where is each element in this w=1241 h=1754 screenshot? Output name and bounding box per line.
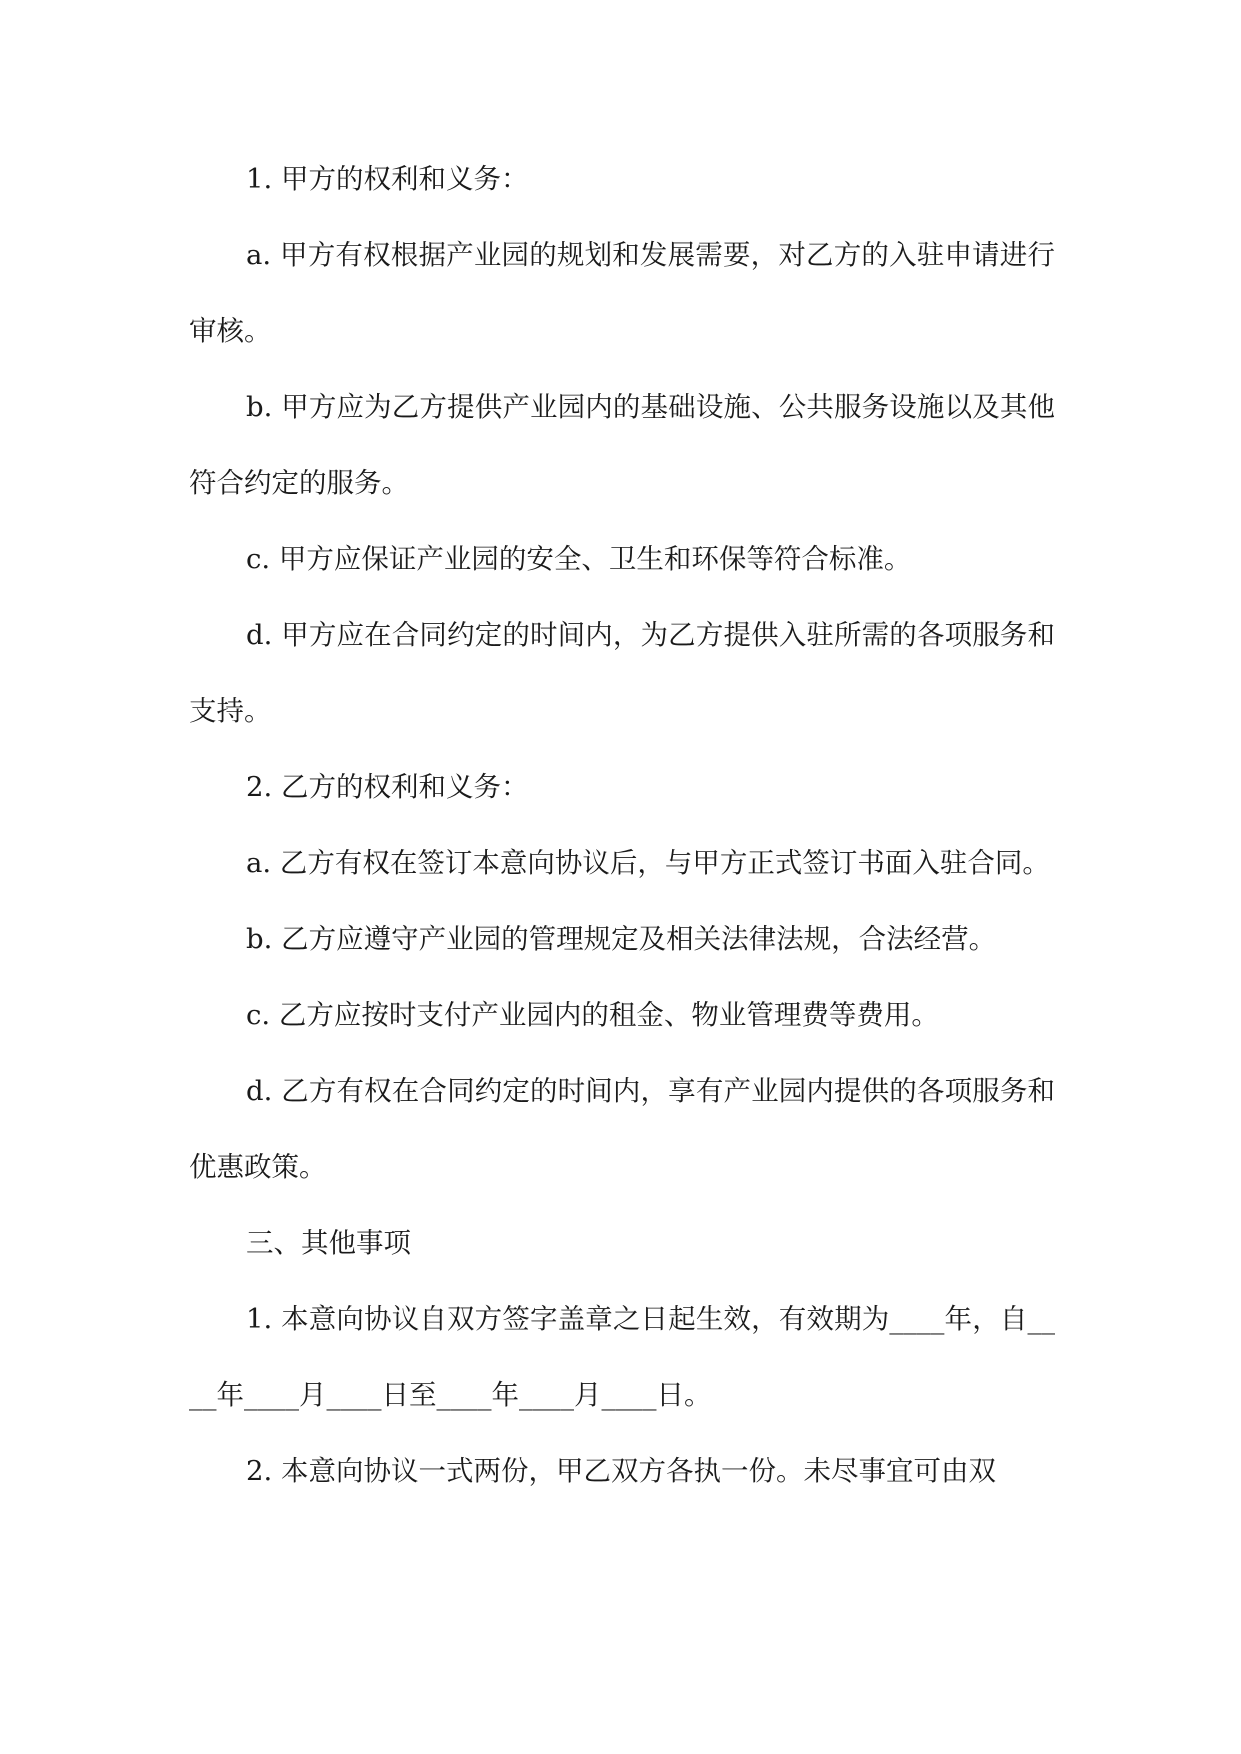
paragraph-party-a-item-c: c. 甲方应保证产业园的安全、卫生和环保等符合标准。 — [246, 543, 912, 575]
document-body — [189, 141, 1055, 1509]
paragraph-party-a-item-a: a. 甲方有权根据产业园的规划和发展需要，对乙方的入驻申请进行审核。 — [189, 239, 1055, 347]
paragraph-party-b-item-b: b. 乙方应遵守产业园的管理规定及相关法律法规，合法经营。 — [246, 923, 997, 955]
paragraph-other-item-1: 1. 本意向协议自双方签字盖章之日起生效，有效期为____年，自____年____月____日至____年____月____日。 — [189, 1303, 1055, 1411]
paragraph-party-a-item-d: d. 甲方应在合同约定的时间内，为乙方提供入驻所需的各项服务和支持。 — [189, 619, 1055, 727]
paragraph-party-a-item-b: b. 甲方应为乙方提供产业园内的基础设施、公共服务设施以及其他符合约定的服务。 — [189, 391, 1055, 499]
paragraph-party-b-item-a: a. 乙方有权在签订本意向协议后，与甲方正式签订书面入驻合同。 — [246, 847, 1050, 879]
paragraph-party-a-heading: 1. 甲方的权利和义务： — [246, 163, 529, 195]
paragraph-other-item-2: 2. 本意向协议一式两份，甲乙双方各执一份。未尽事宜可由双 — [246, 1455, 996, 1487]
paragraph-party-b-heading: 2. 乙方的权利和义务： — [246, 771, 529, 803]
section-heading-other-matters: 三、其他事项 — [246, 1227, 411, 1259]
paragraph-party-b-item-c: c. 乙方应按时支付产业园内的租金、物业管理费等费用。 — [246, 999, 939, 1031]
paragraph-party-b-item-d: d. 乙方有权在合同约定的时间内，享有产业园内提供的各项服务和优惠政策。 — [189, 1075, 1055, 1183]
